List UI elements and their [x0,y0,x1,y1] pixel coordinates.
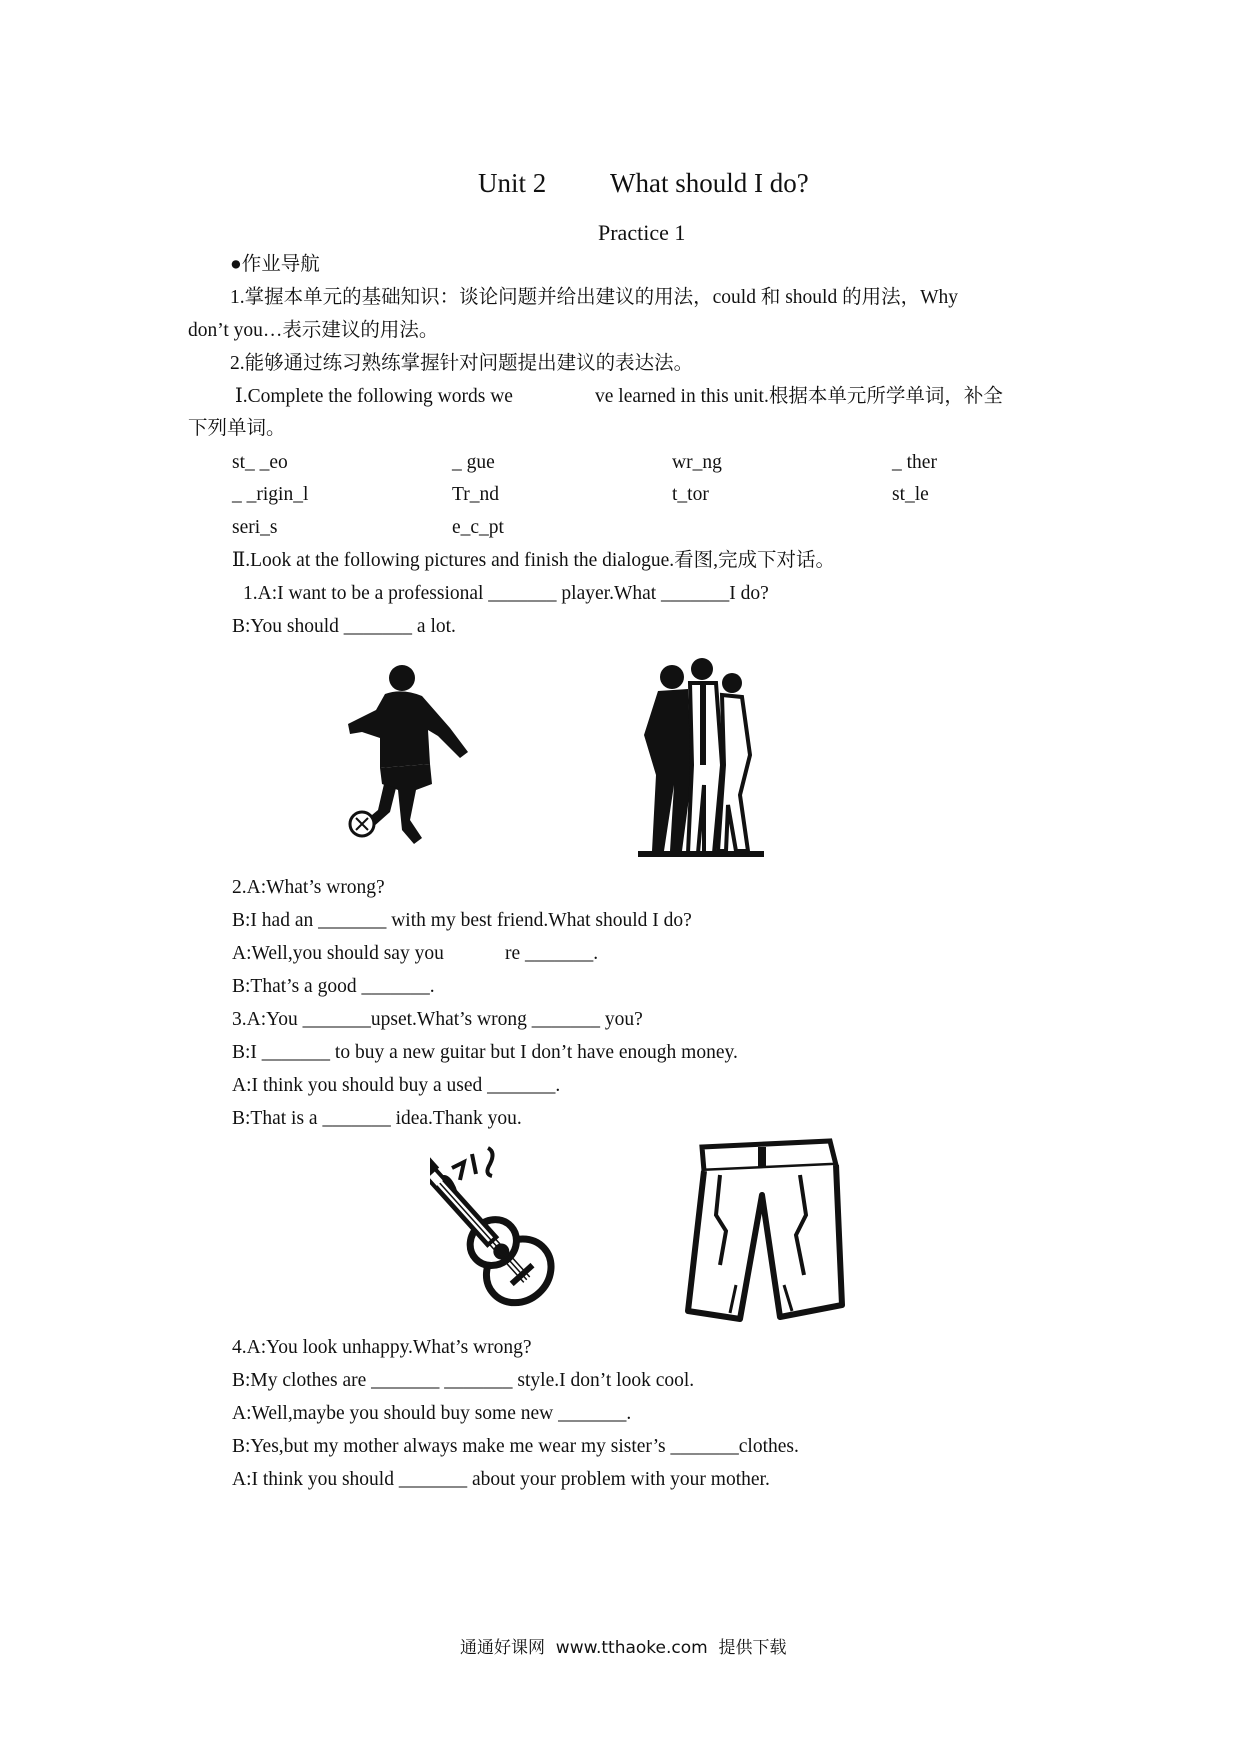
dialogue-3-line-1: 3.A:You _______upset.What’s wrong _______ you? [232,1009,643,1030]
dialogue-4-line-4: B:Yes,but my mother always make me wear my sister’s _______clothes. [232,1436,799,1457]
people-arguing-picture [630,655,770,860]
word-item: _ gue [452,452,495,473]
dialogue-2-line-3a: A:Well,you should say you [232,943,444,964]
dialogue-2-line-4: B:That’s a good _______. [232,976,435,997]
dialogue-1-line-a: 1.A:I want to be a professional _______ player.What _______I do? [243,583,769,604]
guide-item-2: 2.能够通过练习熟练掌握针对问题提出建议的表达法。 [230,353,694,374]
footer-source: 通通好课网 www.tthaoke.com 提供下载 [460,1638,787,1658]
dialogue-2-line-1: 2.A:What’s wrong? [232,877,385,898]
word-item: st_ _eo [232,452,288,473]
word-item: seri_s [232,517,278,538]
guitar-picture [430,1140,570,1320]
section1-instruction-a: Ⅰ.Complete the following words we [235,386,513,407]
unit-label: Unit 2 [478,168,547,198]
clothes-picture [680,1135,850,1325]
page-title: What should I do? [610,168,809,198]
dialogue-4-line-2: B:My clothes are _______ _______ style.I don’t look cool. [232,1370,695,1391]
word-item: _ _rigin_l [232,484,309,505]
soccer-player-picture [340,660,480,850]
dialogue-3-line-3: A:I think you should buy a used _______. [232,1075,561,1096]
word-item: e_c_pt [452,517,504,538]
word-item: Tr_nd [452,484,499,505]
dialogue-4-line-1: 4.A:You look unhappy.What’s wrong? [232,1337,532,1358]
dialogue-2-line-3b: re _______. [505,943,599,964]
dialogue-3-line-2: B:I _______ to buy a new guitar but I don’t have enough money. [232,1042,738,1063]
word-item: t_tor [672,484,709,505]
dialogue-4-line-5: A:I think you should _______ about your problem with your mother. [232,1469,770,1490]
section2-instruction: Ⅱ.Look at the following pictures and finish the dialogue.看图,完成下对话。 [232,550,836,571]
word-item: wr_ng [672,452,722,473]
guide-item-1-line-1: 1.掌握本单元的基础知识：谈论问题并给出建议的用法，could 和 should 的用法，Why [230,287,958,308]
section1-instruction-line-2: 下列单词。 [188,418,286,439]
word-item: st_le [892,484,929,505]
dialogue-2-line-2: B:I had an _______ with my best friend.What should I do? [232,910,692,931]
section1-instruction-b: ve learned in this unit.根据本单元所学单词，补全 [595,386,1003,407]
dialogue-3-line-4: B:That is a _______ idea.Thank you. [232,1108,522,1129]
word-item: _ ther [892,452,937,473]
guide-heading: ●作业导航 [230,254,320,275]
practice-subtitle: Practice 1 [598,220,686,245]
dialogue-4-line-3: A:Well,maybe you should buy some new _______. [232,1403,632,1424]
guide-item-1-line-2: don’t you…表示建议的用法。 [188,320,439,341]
dialogue-1-line-b: B:You should _______ a lot. [232,616,456,637]
